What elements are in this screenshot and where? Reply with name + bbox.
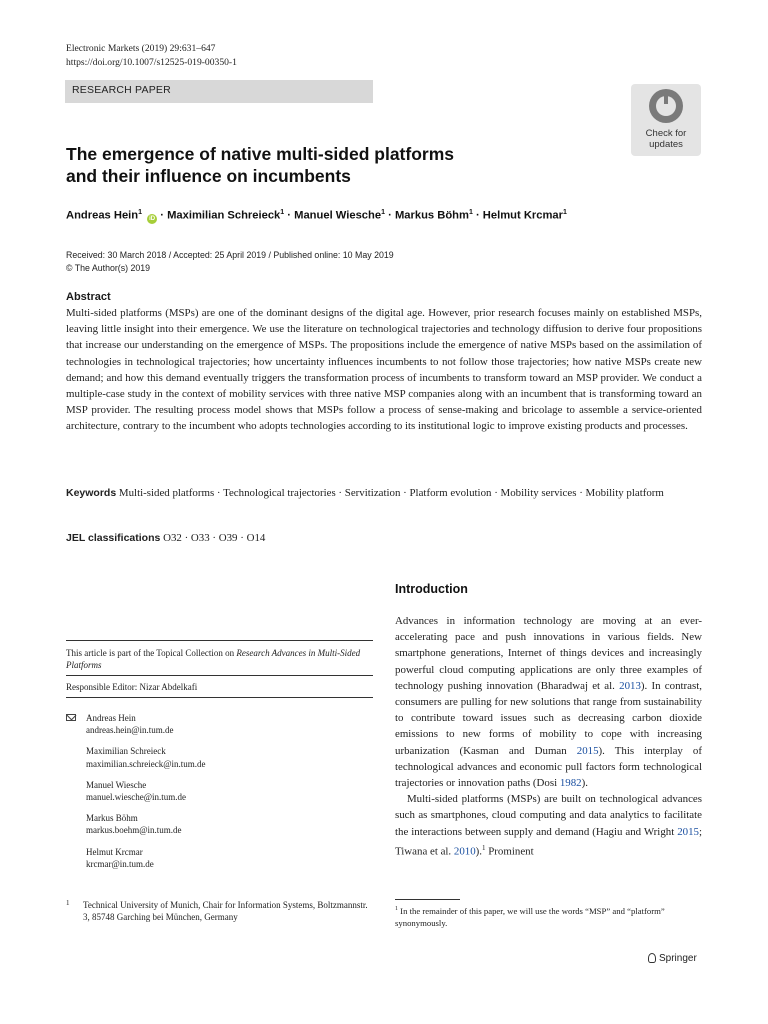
contact-email[interactable]: manuel.wiesche@in.tum.de — [86, 792, 187, 803]
contact-entry — [66, 712, 373, 736]
jel-text: O32 · O33 · O39 · O14 — [163, 532, 266, 544]
contact-entry — [66, 779, 373, 803]
doi-link[interactable]: https://doi.org/10.1007/s12525-019-00350-1 — [66, 57, 237, 68]
contact-name: Manuel Wiesche — [86, 779, 147, 790]
intro-paragraph-1: Advances in information technology are moving at an ever-accelerating pace and push innovations in various fields. New smartphone generations, Internet of things devices and increasingly powerful cloud computing applications are only three examples of technology pushing innovation (Bharadwaj et al. 2013). In contrast, consumers are pulling for new solutions that range from sustainability to contribute toward issues such as decreasing carbon dioxide emissions to new forms of mobility to cope with increasing urbanization (Kasman and Duman 2015). This interplay of technological advances and economic pull factors form technological trajectories or innovation paths (Dosi 1982). — [395, 615, 703, 790]
footnote-text: In the remainder of this paper, we will use the words “MSP” and “platform” synonymously. — [395, 905, 665, 928]
author-affiliation-mark: 1 — [280, 209, 285, 216]
keywords — [66, 485, 702, 501]
author-name[interactable]: Manuel Wiesche — [294, 209, 382, 222]
contact-email[interactable]: krcmar@in.tum.de — [86, 858, 154, 869]
jel-classifications — [66, 532, 265, 544]
author-name[interactable]: Helmut Krcmar — [482, 209, 563, 222]
contact-email[interactable]: markus.boehm@in.tum.de — [86, 825, 182, 836]
publisher-name: Springer — [659, 953, 697, 964]
keywords-label: Keywords — [66, 487, 117, 499]
introduction-body — [395, 613, 702, 860]
divider — [66, 640, 373, 641]
abstract-heading: Abstract — [66, 291, 111, 303]
dates-line: Received: 30 March 2018 / Accepted: 25 April 2019 / Published online: 10 May 2019 — [66, 250, 394, 260]
introduction-heading: Introduction — [395, 582, 468, 596]
intro-paragraph-2: Multi-sided platforms (MSPs) are built on technological advances such as smartphones, cloud computing and data analytics to facilitate the interactions between supply and demand (Hagiu and Wright 2015; Tiwana et al. 2010).$^1$ Prominent — [395, 793, 702, 858]
affiliation-mark: 1 — [66, 899, 70, 907]
author-affiliation-mark: 1 — [138, 209, 143, 216]
footnote-divider — [395, 899, 460, 900]
citation-link[interactable]: 2015 — [677, 825, 699, 838]
affiliation — [66, 899, 373, 923]
jel-label: JEL classifications — [66, 532, 161, 544]
footnote — [395, 903, 702, 929]
author-affiliation-mark: 1 — [381, 209, 385, 216]
footnote-mark: 1 — [395, 906, 398, 912]
collection-name[interactable]: Research Advances in Multi-Sided Platforms — [66, 648, 361, 670]
contact-name: Andreas Hein — [86, 713, 136, 723]
affiliation-text: Technical University of Munich, Chair for Information Systems, Boltzmannstr. 3, 85748 Garching bei München, Germany — [83, 900, 368, 923]
title-line-2: and their influence on incumbents — [66, 166, 351, 186]
check-for-updates-badge[interactable] — [631, 84, 701, 156]
citation-link[interactable]: 2010 — [453, 845, 476, 858]
abstract-text: Multi-sided platforms (MSPs) are one of the dominant designs of the digital age. However, prior research focuses mainly on established MSPs, leaving little insight into their emergence. We use the literature on technological trajectories and technology diffusion to derive four propositions that increase our understanding on the emergence of MSPs. The propositions include the emergence of native MSPs based on the assimilation of technologies in technological trajectories; how uncertainty influences incumbents to not follow those trajectories; how native MSPs create new demand; and how this demand eventually triggers the transformation process of incumbents to transform toward an MSP provider. We conduct a multiple-case study in the context of mobility services with three native MSP companies along with an incumbent that is transforming toward an MSP provider. The resulting process model shows that MSPs follow a process of sense-making and bricolage to assemble a service-oriented architecture, contrary to the incumbent who adopts technologies according to its institutional logic to improve existing products and processes. — [66, 307, 702, 433]
orcid-icon[interactable]: iD — [149, 215, 156, 222]
author-affiliation-mark: 1 — [468, 209, 473, 216]
topical-collection-note: This article is part of the Topical Collection on Research Advances in Multi-Sided Platforms — [66, 648, 361, 670]
contact-entry — [66, 812, 373, 836]
title-line-1: The emergence of native multi-sided platforms — [66, 144, 454, 164]
responsible-editor: Responsible Editor: Nizar Abdelkafi — [66, 682, 198, 692]
copyright-line: © The Author(s) 2019 — [66, 263, 151, 273]
author-affiliation-mark: 1 — [563, 209, 567, 216]
contact-email[interactable]: andreas.hein@in.tum.de — [86, 725, 174, 736]
contact-name: Helmut Krcmar — [86, 846, 143, 857]
article-type-label: RESEARCH PAPER — [72, 84, 171, 96]
author-name[interactable]: Andreas Hein — [66, 209, 139, 222]
citation-link[interactable]: 2013 — [619, 679, 641, 692]
journal-citation: Electronic Markets (2019) 29:631–647 — [66, 43, 216, 54]
author-list: Andreas Hein$^1$ iD · Maximilian Schreieck$^1$ · Manuel Wiesche$^1$ · Markus Böhm$^1$ · Helmut Krcmar$^1$ — [66, 209, 567, 222]
publisher-logo — [648, 953, 697, 964]
contact-entry — [66, 745, 373, 769]
citation-link[interactable]: 1982 — [559, 777, 582, 790]
journal-header — [66, 42, 237, 70]
contact-entry — [66, 846, 373, 870]
contact-email[interactable]: maximilian.schreieck@in.tum.de — [86, 758, 206, 769]
crossmark-label-line1: Check for — [645, 128, 687, 139]
paper-title — [66, 143, 586, 187]
keywords-text: Multi-sided platforms · Technological trajectories · Servitization · Platform evolution · Mobility services · Mobility platform — [118, 487, 664, 499]
author-contacts — [66, 712, 373, 879]
divider — [66, 675, 373, 676]
contact-name: Markus Böhm — [86, 813, 138, 824]
article-type-banner — [65, 80, 373, 103]
springer-horse-icon — [648, 953, 656, 963]
divider — [66, 697, 373, 698]
contact-name: Maximilian Schreieck — [86, 746, 166, 757]
footnote-ref[interactable]: 1 — [482, 843, 486, 852]
publication-dates — [66, 249, 394, 275]
envelope-icon — [66, 714, 76, 721]
citation-link[interactable]: 2015 — [576, 744, 599, 757]
crossmark-icon — [649, 89, 683, 123]
author-name[interactable]: Maximilian Schreieck — [167, 209, 281, 222]
crossmark-label-line2: updates — [649, 139, 683, 150]
author-name[interactable]: Markus Böhm — [394, 209, 469, 222]
